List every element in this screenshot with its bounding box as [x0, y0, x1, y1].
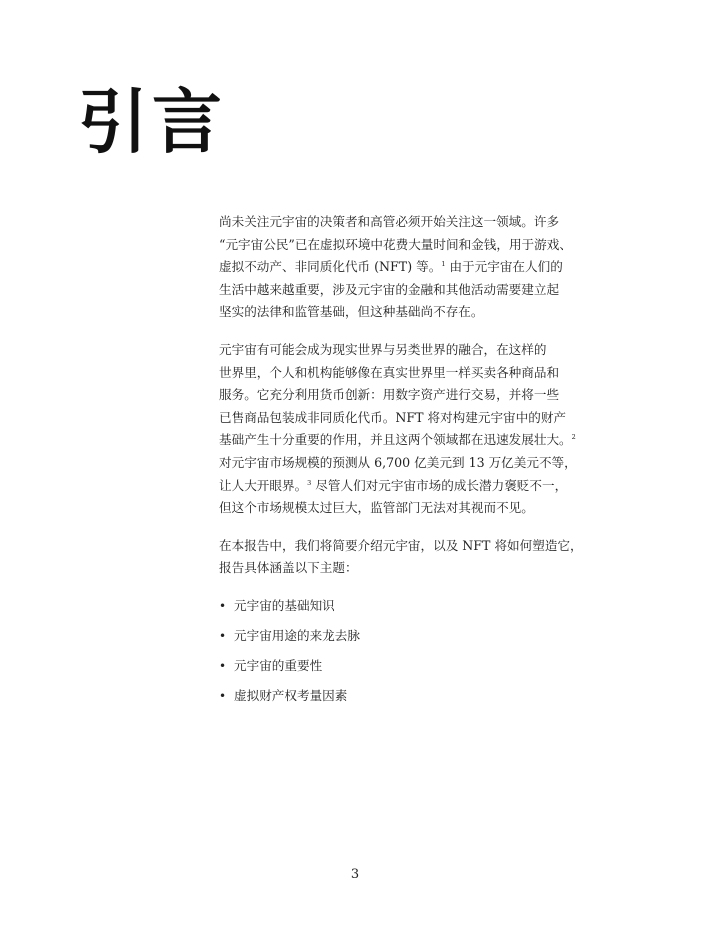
text-line: 在本报告中，我们将简要介绍元宇宙，以及 NFT 将如何塑造它， [219, 537, 583, 553]
list-item: • 元宇宙的重要性 [219, 655, 579, 685]
text-line: 报告具体涵盖以下主题： [219, 560, 358, 576]
text-line: 服务。它充分利用货币创新：用数字资产进行交易，并将一些 [219, 387, 560, 403]
text-line: 让人大开眼界。$^3$ 尽管人们对元宇宙市场的成长潜力褒贬不一， [219, 477, 568, 493]
list-item: • 元宇宙的基础知识 [219, 595, 579, 625]
footnote-ref-1: 1 [441, 260, 446, 268]
paragraph-report-scope [219, 535, 583, 580]
bullet-icon: • [219, 598, 227, 613]
bullet-icon: • [219, 628, 227, 643]
text-line: 尚未关注元宇宙的决策者和高管必须开始关注这一领域。许多 [219, 214, 560, 229]
paragraph-intro [219, 211, 579, 324]
bullet-icon: • [219, 688, 227, 703]
page-number: 3 [350, 867, 360, 882]
list-item: • 元宇宙用途的来龙去脉 [219, 625, 579, 655]
text-line: 世界里，个人和机构能够像在真实世界里一样买卖各种商品和 [219, 364, 560, 380]
paragraph-metaverse-market [219, 339, 579, 520]
text-line: 已售商品包装成非同质化代币。NFT 将对构建元宇宙中的财产 [219, 409, 567, 425]
footnote-ref-3: 3 [307, 478, 312, 487]
topics-list [219, 595, 579, 715]
text-line: 虚拟不动产、非同质化代币 (NFT) 等。$^1$ 由于元宇宙在人们的 [219, 259, 563, 275]
text-line: 坚实的法律和监管基础，但这种基础尚不存在。 [219, 304, 484, 320]
footnote-ref-2: 2 [571, 433, 576, 442]
text-line: 生活中越来越重要，涉及元宇宙的金融和其他活动需要建立起 [219, 281, 560, 297]
body-text [219, 211, 583, 715]
text-line: 对元宇宙市场规模的预测从 6,700 亿美元到 13 万亿美元不等， [219, 454, 577, 470]
text-line: 基础产生十分重要的作用，并且这两个领域都在迅速发展壮大。$^2$ [219, 432, 576, 448]
text-line: 但这个市场规模太过巨大，监管部门无法对其视而不见。 [219, 500, 534, 516]
text-line: 元宇宙有可能会成为现实世界与另类世界的融合，在这样的 [219, 341, 547, 357]
bullet-icon: • [219, 658, 227, 673]
page-title: 引言 [78, 80, 226, 163]
list-item: • 虚拟财产权考量因素 [219, 685, 579, 715]
text-line: “元宇宙公民”已在虚拟环境中花费大量时间和金钱，用于游戏、 [219, 236, 572, 252]
